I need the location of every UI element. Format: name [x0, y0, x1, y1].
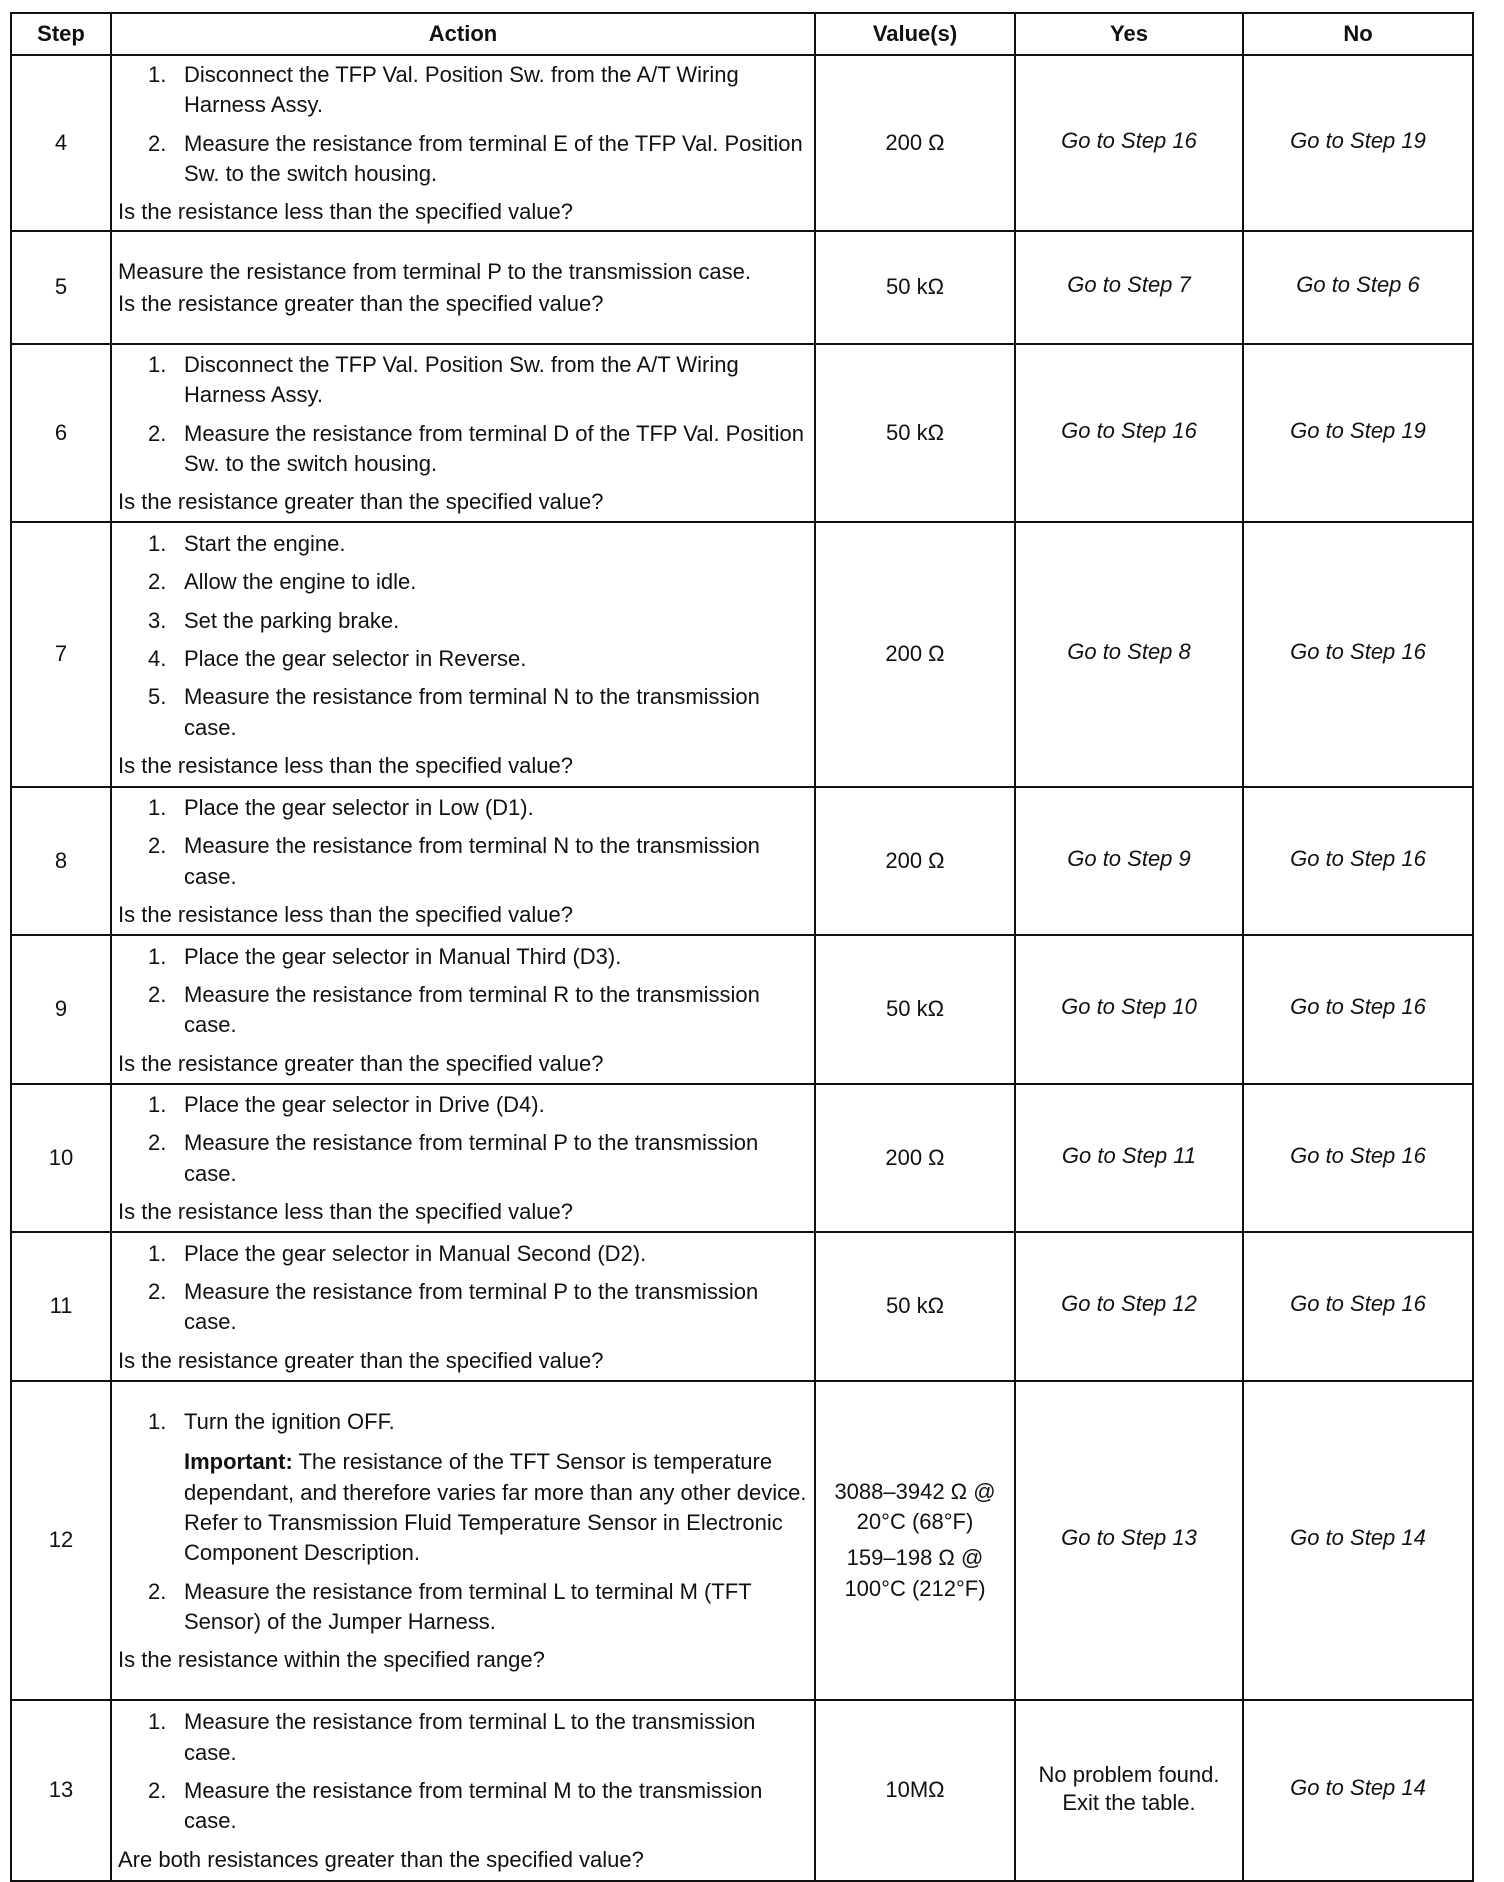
action-steps-list: [118, 529, 808, 743]
important-text: The resistance of the TFT Sensor is temperature dependant, and therefore varies far more than any other device. Refer to Transmission Fluid Temperature Sensor in Electronic Component Description.: [184, 1449, 807, 1566]
list-item: 1. Place the gear selector in Low (D1).: [148, 795, 534, 821]
value-cell: 200 Ω: [815, 1084, 1015, 1232]
no-result: Go to Step 14: [1243, 1700, 1473, 1881]
action-steps-list: [118, 350, 808, 479]
list-item: 1. Turn the ignition OFF. Important: The resistance of the TFT Sensor is temperature dependant, and therefore varies far more than any other device. Refer to Transmission Fluid Temperature Sensor in Electronic Component Description.: [118, 1407, 808, 1569]
step-number: 4: [11, 55, 111, 231]
list-item: 1. Disconnect the TFP Val. Position Sw. from the A/T Wiring Harness Assy.: [148, 62, 739, 118]
table-row: [11, 522, 1473, 787]
action-steps-list: [118, 60, 808, 189]
list-item: 1. Place the gear selector in Drive (D4).: [148, 1092, 545, 1118]
list-item: 1. Place the gear selector in Manual Second (D2).: [148, 1240, 647, 1266]
no-result: Go to Step 16: [1243, 1232, 1473, 1381]
yes-result: Go to Step 10: [1015, 935, 1243, 1084]
action-question: Is the resistance greater than the specified value?: [118, 489, 604, 515]
list-item: 1. Place the gear selector in Manual Third (D3).: [148, 943, 622, 969]
step-number: 9: [11, 935, 111, 1084]
no-result: Go to Step 19: [1243, 344, 1473, 522]
important-note: [184, 1447, 808, 1568]
value-cell: 50 kΩ: [815, 231, 1015, 344]
action-question: Is the resistance greater than the specified value?: [118, 291, 604, 317]
list-item: 1. Disconnect the TFP Val. Position Sw. from the A/T Wiring Harness Assy.: [148, 351, 739, 408]
no-result: Go to Step 16: [1243, 935, 1473, 1084]
action-question: Are both resistances greater than the specified value?: [118, 1846, 644, 1872]
value-cell: 200 Ω: [815, 55, 1015, 231]
step-number: 7: [11, 522, 111, 787]
action-cell: [111, 1700, 815, 1881]
action-question: Is the resistance less than the specified value?: [118, 199, 573, 225]
step-number: 10: [11, 1084, 111, 1232]
table-row: [11, 231, 1473, 344]
yes-result: Go to Step 12: [1015, 1232, 1243, 1381]
action-cell: [111, 344, 815, 522]
action-steps-list: [118, 1407, 808, 1638]
table-row: [11, 1381, 1473, 1700]
action-cell: [111, 1084, 815, 1232]
list-item: 2. Measure the resistance from terminal N to the transmission case.: [148, 833, 760, 889]
step-number: 11: [11, 1232, 111, 1381]
list-item: 2. Measure the resistance from terminal D of the TFP Val. Position Sw. to the switch housing.: [148, 420, 804, 476]
diagnostic-table: [10, 12, 1474, 1882]
list-item: 2. Allow the engine to idle.: [148, 569, 417, 595]
action-cell: [111, 55, 815, 231]
action-cell: [111, 522, 815, 787]
yes-result: Go to Step 8: [1015, 522, 1243, 787]
action-cell: [111, 787, 815, 935]
list-item: 1. Measure the resistance from terminal L to the transmission case.: [148, 1709, 756, 1765]
table-row: [11, 1232, 1473, 1381]
header-no: No: [1243, 13, 1473, 55]
action-steps-list: [118, 1090, 808, 1189]
value-cell: 50 kΩ: [815, 344, 1015, 522]
no-result: Go to Step 16: [1243, 787, 1473, 935]
list-item: 2. Measure the resistance from terminal L to terminal M (TFT Sensor) of the Jumper Harness.: [148, 1578, 752, 1635]
action-question: Is the resistance less than the specified value?: [118, 753, 573, 779]
list-item: 2. Measure the resistance from terminal P to the transmission case.: [148, 1278, 759, 1335]
action-cell: [111, 935, 815, 1084]
action-cell: [111, 231, 815, 344]
table-row: [11, 1700, 1473, 1881]
step-number: 12: [11, 1381, 111, 1700]
yes-result: Go to Step 13: [1015, 1381, 1243, 1700]
step-number: 13: [11, 1700, 111, 1881]
list-item: 4. Place the gear selector in Reverse.: [148, 646, 527, 672]
action-question: Is the resistance less than the specified value?: [118, 1199, 573, 1225]
action-cell: [111, 1232, 815, 1381]
action-cell: [111, 1381, 815, 1700]
action-question: Is the resistance greater than the specified value?: [118, 1347, 604, 1373]
action-question: Is the resistance within the specified range?: [118, 1647, 545, 1673]
no-result: Go to Step 16: [1243, 1084, 1473, 1232]
table-row: [11, 55, 1473, 231]
header-action: Action: [111, 13, 815, 55]
step-number: 8: [11, 787, 111, 935]
yes-result: Go to Step 16: [1015, 344, 1243, 522]
yes-result: No problem found. Exit the table.: [1015, 1700, 1243, 1881]
list-item: 5. Measure the resistance from terminal N to the transmission case.: [148, 684, 760, 740]
important-label: Important:: [184, 1449, 293, 1475]
header-yes: Yes: [1015, 13, 1243, 55]
action-question: Is the resistance less than the specified value?: [118, 902, 573, 928]
no-result: Go to Step 19: [1243, 55, 1473, 231]
yes-result: Go to Step 11: [1015, 1084, 1243, 1232]
value-cell: 50 kΩ: [815, 935, 1015, 1084]
list-item: 2. Measure the resistance from terminal P to the transmission case.: [148, 1130, 759, 1186]
action-steps-list: [118, 1707, 808, 1836]
step-number: 6: [11, 344, 111, 522]
no-result: Go to Step 14: [1243, 1381, 1473, 1700]
list-item: 2. Measure the resistance from terminal M to the transmission case.: [148, 1778, 763, 1834]
header-step: Step: [11, 13, 111, 55]
value-cell: 200 Ω: [815, 522, 1015, 787]
action-steps-list: [118, 942, 808, 1041]
table-row: [11, 787, 1473, 935]
action-text: Measure the resistance from terminal P to the transmission case.: [118, 258, 751, 284]
header-values: Value(s): [815, 13, 1015, 55]
list-item: 1. Start the engine.: [148, 531, 346, 557]
value-cell: 200 Ω: [815, 787, 1015, 935]
action-steps-list: [118, 793, 808, 892]
action-question: Is the resistance greater than the specified value?: [118, 1050, 604, 1076]
list-item: 3. Set the parking brake.: [148, 607, 400, 633]
no-result: Go to Step 6: [1243, 231, 1473, 344]
value-cell: 50 kΩ: [815, 1232, 1015, 1381]
no-result: Go to Step 16: [1243, 522, 1473, 787]
table-row: [11, 344, 1473, 522]
table-row: [11, 1084, 1473, 1232]
yes-result: Go to Step 9: [1015, 787, 1243, 935]
value-cell: 10MΩ: [815, 1700, 1015, 1881]
list-item: 2. Measure the resistance from terminal R to the transmission case.: [148, 981, 760, 1038]
yes-result: Go to Step 16: [1015, 55, 1243, 231]
yes-result: Go to Step 7: [1015, 231, 1243, 344]
step-number: 5: [11, 231, 111, 344]
table-header-row: [11, 13, 1473, 55]
table-row: [11, 935, 1473, 1084]
action-steps-list: [118, 1239, 808, 1338]
list-item: 2. Measure the resistance from terminal E of the TFP Val. Position Sw. to the switch housing.: [148, 130, 803, 187]
value-cell: 3088–3942 Ω @ 20°C (68°F) 159–198 Ω @ 100°C (212°F): [815, 1381, 1015, 1700]
